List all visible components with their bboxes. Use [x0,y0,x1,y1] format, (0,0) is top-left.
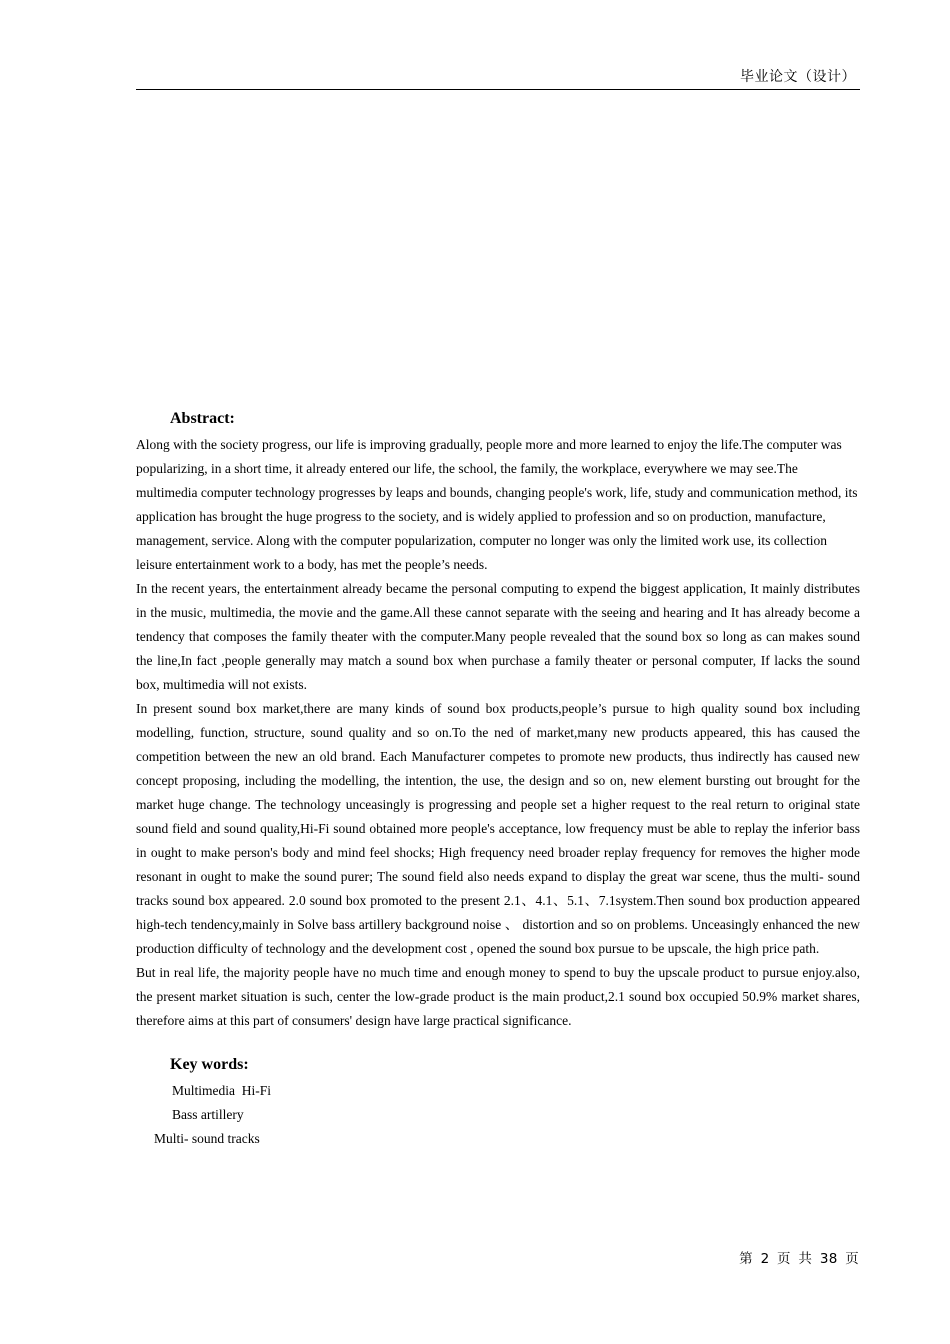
abstract-paragraph: Along with the society progress, our life is improving gradually, people more and more learned to enjoy the life.The computer was popularizing, in a short time, it already entered our life, the school, the family, the workplace, everywhere we may see.The multimedia computer technology progresses by leaps and bounds, changing people's work, life, study and communication method, its application has brought the huge progress to the society, and is widely applied to profession and so on production, manufacture, management, service. Along with the computer popularization, computer no longer was only the limited work use, its collection leisure entertainment work to a body, has met the people’s needs. [136,437,858,572]
keywords-heading: Key words: [170,1056,249,1073]
page-number: 第 2 页 共 38 页 [739,1251,859,1267]
abstract-paragraph: In present sound box market,there are many kinds of sound box products,people’s pursue to high quality sound box including modelling, function, structure, sound quality and so on.To the ned of market,many new products appeared, this has caused the competition between the new an old brand. Each Manufacturer competes to promote new products, thus indirectly has caused new concept proposing, including the modelling, the intention, the use, the design and so on, new element bursting out brought for the market huge change. The technology unceasingly is progressing and people set a higher request to the real return to original state sound field and sound quality,Hi-Fi sound obtained more people's acceptance, low frequency must be able to replay the inferior bass in ought to make person's body and mind feel shocks; High frequency need broader replay frequency for removes the higher mode resonant in ought to make the sound purer; The sound field also needs expand to display the great war scene, thus the multi- sound tracks sound box appeared. 2.0 sound box promoted to the present 2.1、4.1、5.1、7.1system.Then sound box production appeared high-tech tendency,mainly in Solve bass artillery background noise 、 distortion and so on problems. Unceasingly enhanced the new production difficulty of technology and the development cost , opened the sound box pursue to be upscale, the high price path. [136,701,860,956]
abstract-heading: Abstract: [170,410,235,427]
abstract-paragraph: But in real life, the majority people have no much time and enough money to spend to buy the upscale product to pursue enjoy.also, the present market situation is such, center the low-grade product is the main product,2.1 sound box occupied 50.9% market shares, therefore aims at this part of consumers' design have large practical significance. [136,965,860,1028]
abstract-body [136,433,860,1033]
keyword-line: Multimedia Hi-Fi [172,1083,271,1098]
page-header [136,64,860,90]
keyword-line: Bass artillery [172,1107,244,1122]
abstract-paragraph: In the recent years, the entertainment already became the personal computing to expend the biggest application, It mainly distributes in the music, multimedia, the movie and the game.All these cannot separate with the seeing and hearing and It has already become a tendency that composes the family theater with the computer.Many people revealed that the sound box so long as can makes sound the line,In fact ,people generally may match a sound box when purchase a family theater or personal computer, If lacks the sound box, multimedia will not exists. [136,581,860,692]
keyword-line: Multi- sound tracks [154,1131,260,1146]
header-title: 毕业论文（设计） [740,69,856,85]
